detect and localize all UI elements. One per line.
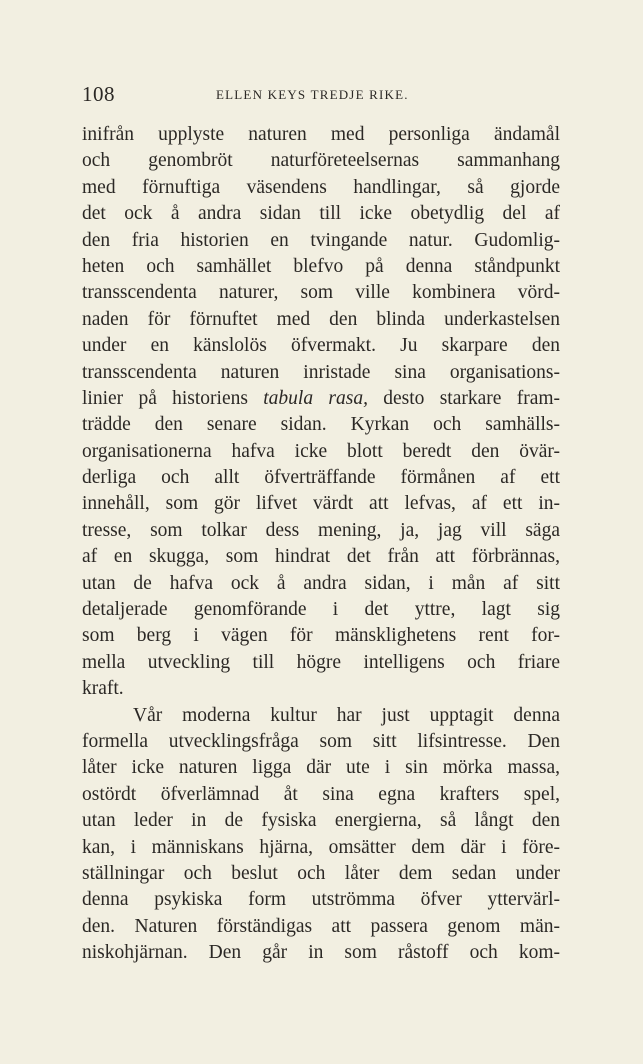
text-line: organisationerna hafva icke blott beredt den övär- bbox=[82, 440, 560, 462]
page-header bbox=[82, 82, 562, 106]
text-line: niskohjärnan. Den går in som råstoff och kom- bbox=[82, 942, 560, 964]
text-line: kan, i människans hjärna, omsätter dem där i före- bbox=[82, 836, 560, 858]
page-number: 108 bbox=[82, 82, 115, 106]
text-line: denna psykiska form utströmma öfver yttervärl- bbox=[82, 889, 560, 911]
text-line: utan leder in de fysiska energierna, så långt den bbox=[82, 810, 560, 832]
text-line: detaljerade genomförande i det yttre, lagt sig bbox=[82, 599, 560, 621]
text-line: den fria historien en tvingande natur. Gudomlig- bbox=[82, 229, 560, 251]
text-line: formella utvecklingsfråga som sitt lifsintresse. Den bbox=[82, 730, 560, 752]
italic-phrase: tabula rasa, bbox=[263, 387, 368, 409]
paragraph-start-line: Vår moderna kultur har just upptagit denna bbox=[133, 704, 560, 726]
text-line-tabula bbox=[82, 386, 560, 412]
text-line: som berg i vägen för mänsklighetens rent for- bbox=[82, 625, 560, 647]
text-line: låter icke naturen ligga där ute i sin mörka massa, bbox=[82, 757, 560, 779]
text-line: det ock å andra sidan till icke obetydlig del af bbox=[82, 203, 560, 225]
paragraph-end-line: kraft. bbox=[82, 678, 124, 700]
text-line: tresse, som tolkar dess mening, ja, jag vill säga bbox=[82, 519, 560, 541]
text-line: utan de hafva ock å andra sidan, i mån af sitt bbox=[82, 572, 560, 594]
text-line: mella utveckling till högre intelligens och friare bbox=[82, 651, 560, 673]
text-line: innehåll, som gör lifvet värdt att lefvas, af ett in- bbox=[82, 493, 560, 515]
text-line: den. Naturen förständigas att passera genom män- bbox=[82, 915, 560, 937]
text-line: heten och samhället blefvo på denna ståndpunkt bbox=[82, 255, 560, 277]
text-line: inifrån upplyste naturen med personliga ändamål bbox=[82, 124, 560, 145]
text-line: trädde den senare sidan. Kyrkan och samhälls- bbox=[82, 414, 560, 436]
text-line: och genombröt naturföreteelsernas sammanhang bbox=[82, 150, 560, 172]
text-line: med förnuftiga väsendens handlingar, så gjorde bbox=[82, 176, 560, 198]
text-line: ostördt öfverlämnad åt sina egna krafters spel, bbox=[82, 783, 560, 805]
text-segment: linier på historiens bbox=[82, 387, 248, 409]
text-line: ställningar och beslut och låter dem sedan under bbox=[82, 862, 560, 884]
text-line: under en känslolös öfvermakt. Ju skarpare den bbox=[82, 335, 560, 357]
text-line: derliga och allt öfverträffande förmånen af ett bbox=[82, 467, 560, 489]
text-line: naden för förnuftet med den blinda underkastelsen bbox=[82, 308, 560, 330]
text-line: transscendenta naturer, som ville kombinera vörd- bbox=[82, 282, 560, 304]
text-line: transscendenta naturen inristade sina organisations- bbox=[82, 361, 560, 383]
text-line: af en skugga, som hindrat det från att förbrännas, bbox=[82, 546, 560, 568]
body-text bbox=[82, 122, 560, 967]
text-segment: desto starkare fram- bbox=[383, 387, 560, 409]
running-title: ELLEN KEYS TREDJE RIKE. bbox=[216, 87, 409, 102]
